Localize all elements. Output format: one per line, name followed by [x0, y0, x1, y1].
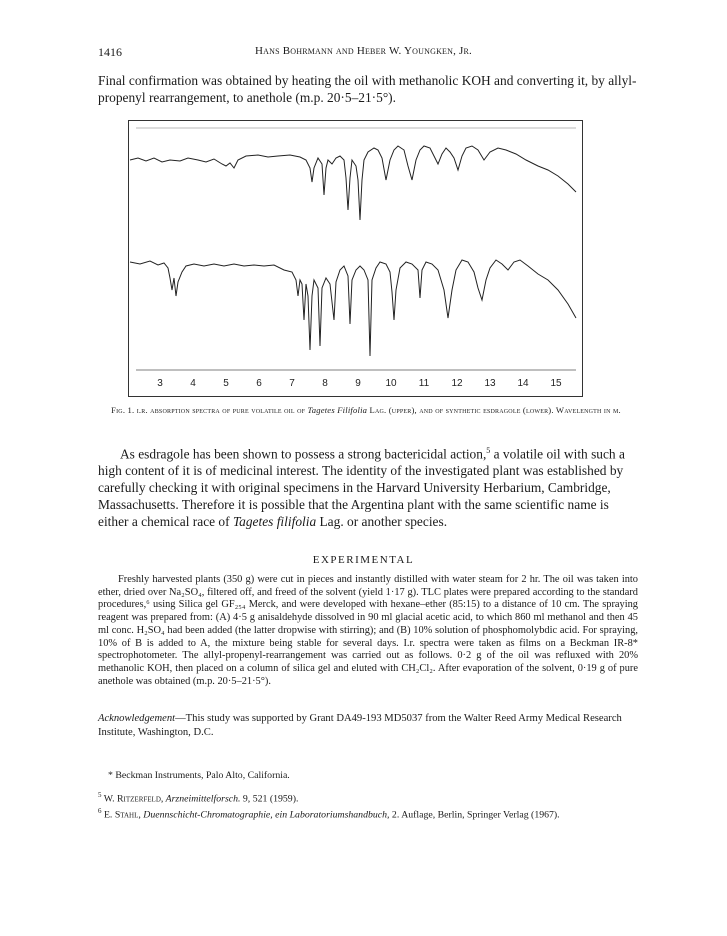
body-text-1: As esdragole has been shown to possess a strong bactericidal action,	[120, 446, 487, 462]
running-head: Hans Bohrmann and Heber W. Youngken, Jr.	[255, 45, 472, 57]
x-axis-tick-labels	[157, 378, 562, 389]
experimental-paragraph: Freshly harvested plants (350 g) were cut in pieces and instantly distilled with water steam for 2 hr. The oil was taken into ether, dried over Na₂SO₄, filtered off, and freed of the solvent (yield 1·17 g). TLC plates were prepared according to the standard procedures,⁶ using Silica gel GF₂₅₄ Merck, and were developed with hexane–ether (85:15) to a distance of 10 cm. The spraying reagent was prepared from: (A) 4·5 g anisaldehyde dissolved in 90 ml glacial acetic acid, to which 860 ml methanol and then 45 ml conc. H₂SO₄ had been added (the latter dropwise with stirring); and (B) 10% solution of phosphomolybdic acid. For spraying, 10% of B is added to A, the mixture being stable for several days. I.r. spectra were taken as films on a Beckman IR-8* spectrophotometer. The allyl-propenyl-rearrangement was carried out as follows. 0·2 g of the oil was refluxed with 20% methanolic KOH, then placed on a column of silica gel and eluted with CH₂Cl₂. After evaporation of the solvent, 0·19 g of pure anethole was obtained (m.p. 20·5–21·5°).	[98, 574, 638, 687]
x-tick-label: 14	[517, 378, 529, 389]
footnote-5-details: 9, 521 (1959).	[240, 792, 299, 804]
footnote-5-journal: Arzneimittelforsch.	[163, 792, 241, 804]
x-tick-label: 8	[322, 378, 328, 389]
caption-text-2: Lag. (upper), and of synthetic esdragole (lower). Wavelength in μ.	[367, 405, 621, 415]
body-text-2: a volatile oil with such a high content of it is of medicinal interest. The identity of the investigated plant was established by carefully checking it with original specimens in the Harvard University Herbarium, Cambridge, Massachusetts. Therefore it is possible that the Argentina plant with the same scientific name is either a chemical race of	[98, 446, 625, 530]
caption-text-1: i.r. absorption spectra of pure volatile oil of	[134, 405, 308, 415]
ir-spectra-figure	[128, 120, 583, 397]
lower-spectrum-trace	[130, 260, 576, 356]
caption-species: Tagetes Filifolia	[307, 405, 368, 415]
ir-spectra-plot	[128, 120, 583, 397]
upper-spectrum-trace	[130, 146, 576, 220]
x-tick-label: 7	[289, 378, 295, 389]
footnote-5	[98, 789, 638, 806]
x-tick-label: 9	[355, 378, 361, 389]
x-tick-label: 3	[157, 378, 163, 389]
x-tick-label: 4	[190, 378, 196, 389]
ref-5-marker: 5	[486, 446, 491, 455]
footnote-6-details: 2. Auflage, Berlin, Springer Verlag (1967).	[389, 809, 560, 821]
x-tick-label: 5	[223, 378, 229, 389]
acknowledgement-label: Acknowledgement	[98, 713, 176, 724]
footnote-6-author: E. Stahl,	[101, 809, 141, 821]
footnote-5-author: W. Ritzerfeld,	[101, 792, 164, 804]
x-tick-label: 11	[418, 378, 430, 389]
x-tick-label: 6	[256, 378, 262, 389]
footnote-star: * Beckman Instruments, Palo Alto, California.	[108, 770, 290, 781]
x-tick-label: 15	[550, 378, 562, 389]
section-heading-experimental: EXPERIMENTAL	[312, 554, 415, 566]
page-number: 1416	[98, 45, 122, 59]
figure-caption	[110, 404, 622, 416]
body-paragraph	[98, 442, 638, 530]
intro-paragraph: Final confirmation was obtained by heating the oil with methanolic KOH and converting it, by allyl-propenyl rearrangement, to anethole (m.p. 20·5–21·5°).	[98, 73, 637, 105]
figure-frame	[129, 121, 583, 397]
acknowledgement-paragraph	[98, 712, 638, 739]
body-species: Tagetes filifolia	[232, 514, 317, 530]
footnotes	[98, 770, 638, 822]
x-tick-label: 12	[451, 378, 463, 389]
acknowledgement-text: —This study was supported by Grant DA49-193 MD5037 from the Walter Reed Army Medical Research Institute, Washington, D.C.	[98, 713, 622, 738]
footnote-6-title: Duennschicht-Chromatographie, ein Laboratoriumshandbuch,	[140, 809, 390, 821]
footnote-6	[98, 805, 638, 822]
caption-label: Fig. 1.	[111, 405, 135, 415]
x-tick-label: 10	[385, 378, 397, 389]
footnote-5-number: 5	[98, 790, 102, 799]
body-text-3: Lag. or another species.	[316, 514, 448, 530]
x-tick-label: 13	[484, 378, 496, 389]
footnote-6-number: 6	[98, 807, 102, 816]
